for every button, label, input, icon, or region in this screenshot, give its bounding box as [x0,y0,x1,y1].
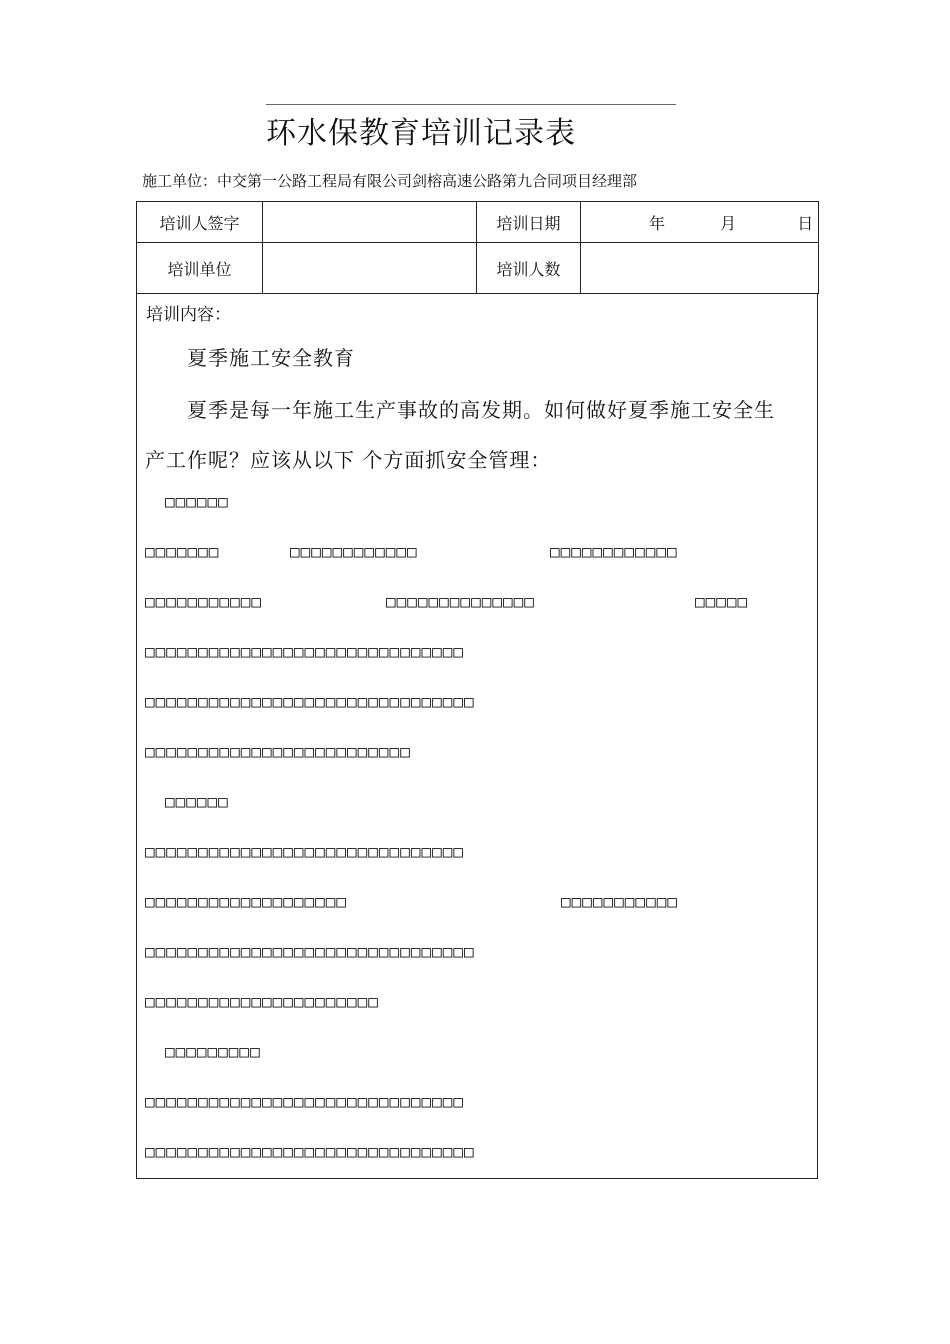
date-year: 年 [649,213,666,233]
page-title: 环水保教育培训记录表 [266,116,576,151]
garbled-line: □□□□□□□□□□□□□□□□□□□ [145,892,348,911]
training-count-label: 培训人数 [477,243,581,294]
content-heading: 夏季施工安全教育 [187,346,355,370]
garbled-line: □□□□□□□□□ [165,1042,261,1061]
garbled-line: □□□□□□□□□□□□□□□□□□□□□□□□□□□□□□□ [145,942,475,961]
header-row-2 [137,243,819,294]
garbled-line: □□□□□□□□□□□□□□□□□□□□□□□□□ [145,742,411,761]
trainer-sign-label: 培训人签字 [137,202,263,243]
content-paragraph-2: 产工作呢？应该从以下 个方面抓安全管理： [145,448,552,472]
training-unit-field[interactable] [263,243,477,294]
garbled-line: □□□□□□□□□□□□□□□□□□□□□□□□□□□□□□□ [145,692,475,711]
title-rule [266,104,676,105]
garbled-line: □□□□□□□□□□□□□□ [386,592,535,611]
date-month: 月 [720,213,737,233]
garbled-line: □□□□□□□□□□□□□□□□□□□□□□□□□□□□□□ [145,1092,464,1111]
garbled-line: □□□□□□□□□□□□□□□□□□□□□□ [145,992,379,1011]
content-paragraph-1: 夏季是每一年施工生产事故的高发期。如何做好夏季施工安全生 [187,398,775,422]
date-day: 日 [797,213,814,233]
content-label: 培训内容： [146,305,231,325]
training-unit-label: 培训单位 [137,243,263,294]
garbled-line: □□□□□□□□□□□□□□□□□□□□□□□□□□□□□□□ [145,1142,475,1161]
construction-unit: 施工单位：中交第一公路工程局有限公司剑榕高速公路第九合同项目经理部 [142,172,638,190]
garbled-line: □□□□□□□□□□□□ [290,542,418,561]
header-row-1 [137,202,819,243]
trainer-sign-field[interactable] [263,202,477,243]
garbled-line: □□□□□□□ [145,542,220,561]
garbled-line: □□□□□□□□□□□□ [550,542,678,561]
garbled-line: □□□□□□□□□□□ [145,592,262,611]
garbled-line: □□□□□ [695,592,749,611]
garbled-line: □□□□□□□□□□□□□□□□□□□□□□□□□□□□□□ [145,642,464,661]
training-date-field[interactable] [581,202,819,243]
garbled-line: □□□□□□□□□□□□□□□□□□□□□□□□□□□□□□ [145,842,464,861]
garbled-line: □□□□□□□□□□□ [561,892,678,911]
training-date-label: 培训日期 [477,202,581,243]
garbled-line: □□□□□□ [165,492,229,511]
header-table [136,201,819,294]
training-count-field[interactable] [581,243,819,294]
garbled-line: □□□□□□ [165,792,229,811]
training-content-box [136,294,818,1179]
